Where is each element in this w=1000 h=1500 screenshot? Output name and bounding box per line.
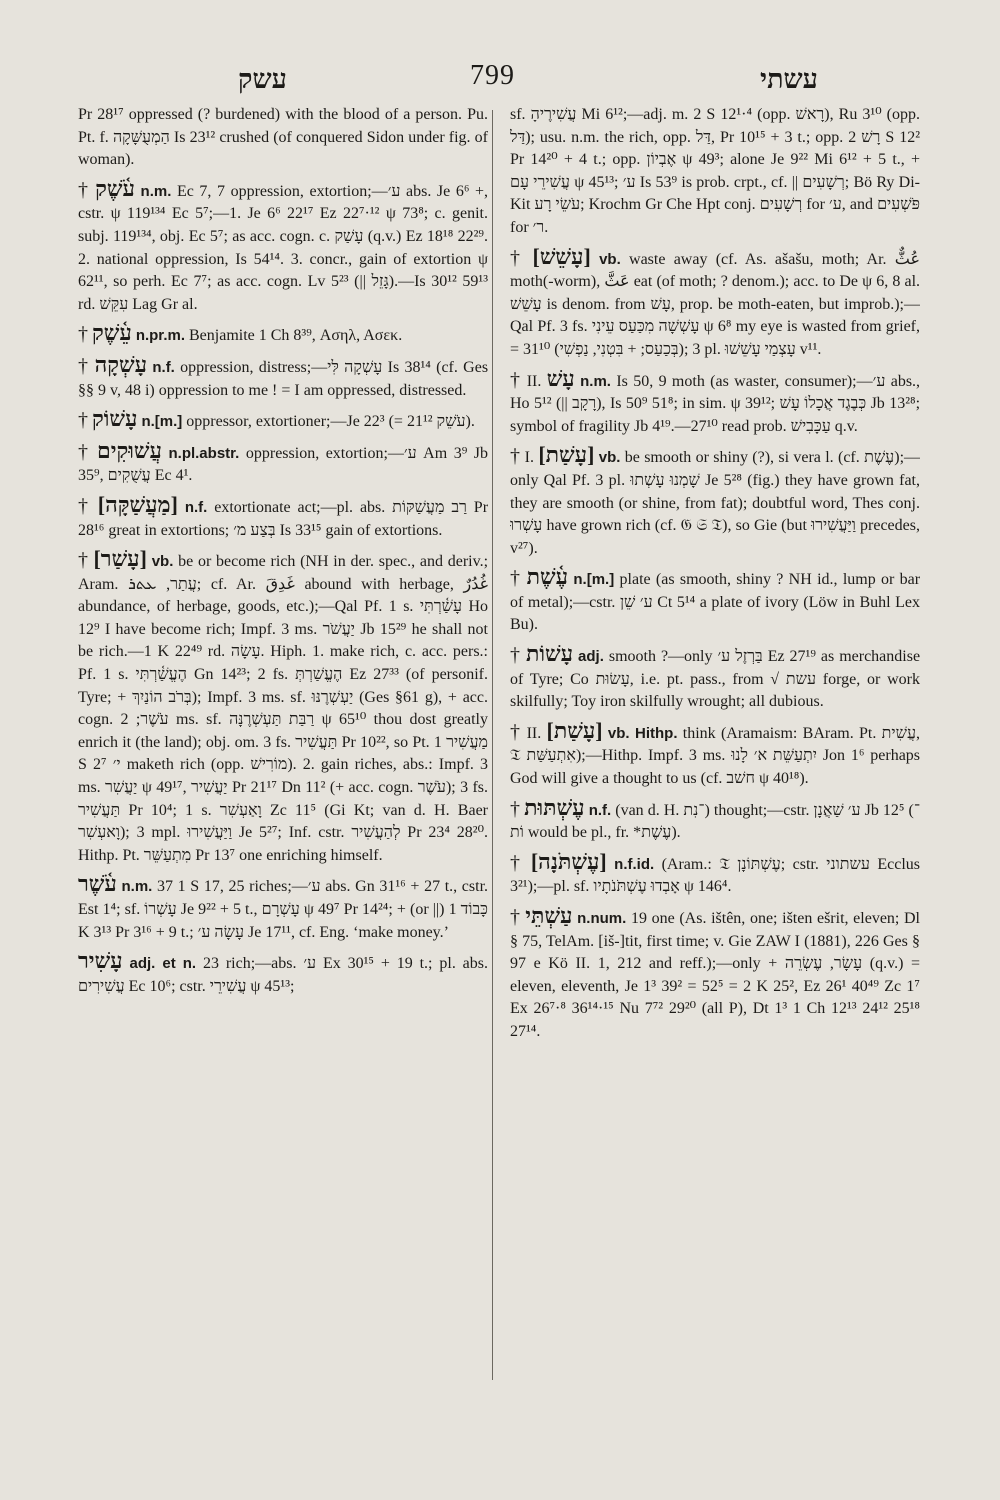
entry-dagger: † — [510, 445, 521, 468]
entry-text: extortionate act;—pl. abs. רַב מַעֲשַׁקּוֹת Pr 28¹⁶ great in extortions; בְּצַע מ׳ Is 33¹⁵ gain of extortions. — [78, 498, 488, 539]
entry-headword: [עָשֵׁשׁ] — [532, 243, 591, 269]
entry-pos: n.f. — [152, 358, 175, 376]
left-column — [78, 104, 488, 1384]
right-column — [510, 104, 920, 1384]
entry-headword: [מַעֲשַׁקָּה] — [97, 491, 178, 517]
entry-headword: [עָשַׁת] — [546, 717, 603, 743]
entry-dagger: † — [78, 409, 88, 432]
entry-text: oppressor, extortioner;—Je 22³ (= עֹשֵׁק 21¹²). — [186, 413, 475, 431]
dictionary-entry — [510, 643, 920, 714]
running-head-left: עשק — [238, 64, 287, 94]
entry-text: be smooth or shiny (?), si vera l. (cf. עֶשֶׁת);—only Qal Pf. 3 pl. שָׁמְנוּ עָשְׁתוּ Je 5²⁸ (fig.) they have grown fat, they are smooth (or shine, from fat); doubtful word, Thes conj. עָשְׁרוּ have grown rich (cf. 𝔊 𝔖 𝔗), so Gie (but וַיַּעֲשִׁירוּ precedes, v²⁷). — [510, 449, 920, 557]
entry-text: 23 rich;—abs. ע׳ Ex 30¹⁵ + 19 t.; pl. abs. עֲשִׁירִים Ec 10⁶; cstr. עֲשִׁירֵי ψ 45¹³; — [78, 955, 488, 995]
entry-headword: עֶשְׁתּוּת — [524, 794, 585, 820]
entry-dagger: † — [510, 906, 521, 928]
entry-text: Ec 7, 7 oppression, extortion;—ע׳ abs. Je 6⁶ +, cstr. ψ 119¹³⁴ Ec 5⁷;—1. Je 6⁶ 22¹⁷ Ez 22⁷·¹² ψ 73⁸; c. genit. subj. 119¹³⁴, obj. Ec 5⁷; as acc. cogn. c. עָשַׁק (q.v.) Ez 18¹⁸ 22²⁹. 2. national oppression, Is 54¹⁴. 3. concr., gain of extortion ψ 62¹¹, so perh. Ec 7⁷; as acc. cogn. Lv 5²³ (|| גָּזֵל).—Is 30¹² 59¹³ rd. עִקֵּשׁ Lag Gr al. — [78, 182, 488, 313]
dictionary-entry — [510, 444, 920, 560]
dictionary-entry — [78, 408, 488, 434]
dictionary-entry — [78, 104, 488, 172]
entry-pos: n.f. — [184, 498, 208, 516]
dictionary-entry — [510, 104, 920, 240]
entry-pos: vb. Hithp. — [607, 724, 678, 742]
dictionary-entry — [510, 905, 920, 1044]
entry-pos: vb. — [151, 553, 174, 571]
entry-pos: n.m. — [121, 878, 153, 896]
entry-text: sf. עֲשִׁירֶיהָ Mi 6¹²;—adj. m. 2 S 12¹·⁴ (opp. רָאשׁ), Ru 3¹⁰ (opp. דַּל); usu. n.m. the rich, opp. דַּל, Pr 10¹⁵ + 3 t.; opp. רָשׁ 2 S 12² Pr 14²⁰ + 4 t.; opp. אֶבְיוֹן ψ 49³; alone Je 9²² Mi 6¹² + 5 t., + עֲשִׁירֵי עָם ψ 45¹³; ע׳ Is 53⁹ is prob. crpt., cf. || רְשָׁעִים; Bö Ry Di-Kit עֹשֵׂי רָע; Krochm Gr Che Hpt conj. רְשָׁעִים for ע׳, and פֹּשְׁעִים for ר׳. — [510, 106, 920, 236]
entry-pos: n.[m.] — [573, 571, 615, 589]
entry-headword: עָשְׁקָה — [94, 351, 148, 377]
dictionary-entry — [510, 717, 920, 791]
entry-headword: עֹ֫שֶׁק — [95, 175, 135, 201]
entry-dagger: † — [78, 323, 88, 346]
dictionary-entry — [78, 437, 488, 488]
entry-pos: adj. — [578, 648, 604, 666]
entry-text: oppression, extortion;—ע׳ Am 3⁹ Jb 35⁹, עֲשֻׁקִים Ec 4¹. — [78, 444, 488, 485]
entry-text: plate (as smooth, shiny ? NH id., lump or bar of metal);—cstr. ע׳ שֵׁן Ct 5¹⁴ a plate of ivory (Löw in Buhl Lex Bu). — [510, 571, 920, 634]
entry-dagger: † — [78, 440, 91, 463]
entry-numeral: II. — [526, 724, 542, 742]
entry-text: smooth ?—only בַּרְזֶל ע׳ Ez 27¹⁹ as merchandise of Tyre; Co עָשׂוּת, i.e. pt. pass., from √ עשת forge, or work skilfully; Toy iron skilfully wrought; all dubious. — [510, 648, 920, 711]
entry-pos: n.m. — [580, 372, 611, 390]
entry-numeral: I. — [524, 449, 534, 467]
entry-dagger: † — [78, 494, 91, 517]
entry-pos: n.num. — [577, 910, 627, 927]
dictionary-entry — [78, 175, 488, 317]
page-number: 799 — [470, 60, 515, 91]
entry-dagger: † — [78, 549, 89, 572]
dictionary-entry — [78, 491, 488, 542]
entry-text: oppression, distress;—עָשְׁקָה לִּי Is 38¹⁴ (cf. Ges §§ 9 v, 48 i) oppression to me ! = I am oppressed, distressed. — [78, 358, 488, 399]
entry-dagger: † — [510, 246, 525, 269]
dictionary-entry — [510, 566, 920, 637]
dictionary-entry — [510, 243, 920, 362]
entry-text: be or become rich (NH in der. spec., and deriv.; Aram. עֲתַר, ܥܬܪ; cf. Ar. غَدِقَ abound with herbage, غُدُرٌ abundance, of herbage, goods, etc.);—Qal Pf. 1 s. עָשַׁ֫רְתִּי Ho 12⁹ I have become rich; Impf. 3 ms. יַעֲשֹׁר Jb 15²⁹ he shall not be rich.—1 K 22⁴⁹ rd. עָשָׂה. Hiph. 1. make rich, c. acc. pers.: Pf. 1 s. הֶעֱשַׁ֫רְתִּי Gn 14²³; 2 fs. הֶעֱשַׁרְתְּ Ez 27³³ (of personif. Tyre; + בְּרֹב הוֹנַיִךְ); Impf. 3 ms. sf. יַעְשְׁרֶנּוּ (Ges §61 g), + acc. cogn. עֹשֶׁר; 2 ms. sf. רַבַּת תַּעְשְׁרֶנָּה ψ 65¹⁰ thou dost greatly enrich it (the land); obj. om. 3 fs. תַּעֲשִׁיר Pr 10²², so Pt. מַעֲשִׁיר 1 S 2⁷ י׳ maketh rich (opp. מוֹרִישׁ). 2. gain riches, abs.: Impf. 3 ms. יַעֲשִׁר ψ 49¹⁷, יַעֲשִׁיר Pr 21¹⁷ Dn 11² (+ acc. cogn. עֹשֶׁר); 3 fs. תַּעֲשִׁיר Pr 10⁴; 1 s. וָאַעְשִׁר Zc 11⁵ (Gi Kt; van d. H. Baer וָאעְשִׁר); 3 mpl. וַיַּעֲשִׁירוּ Je 5²⁷; Inf. cstr. לְהַעֲשִׁיר Pr 23⁴ 28²⁰. Hithp. Pt. מִתְעַשֵּׁר Pr 13⁷ one enriching himself. — [78, 553, 488, 864]
entry-text: 37 1 S 17, 25 riches;—ע׳ abs. Gn 31¹⁶ + 27 t., cstr. Est 1⁴; sf. עָשְׁרוֹ Je 9²² + 5 t., עָשְׁרָם ψ 49⁷ Pr 14²⁴; + (or ||) כָּבוֹד 1 K 3¹³ Pr 3¹⁶ + 9 t.; עָשָׂה ע׳ Je 17¹¹, cf. Eng. ‘make money.’ — [78, 878, 488, 941]
entry-headword: עַשְׁתֵּי — [525, 903, 573, 928]
entry-headword: עֵ֫שֶׁק — [92, 320, 132, 346]
entry-text: (Aram.: 𝔗 עֶשְׁתּוֹנָן; cstr. עשתוני Ecclus 3²¹);—pl. sf. אָבְדוּ עֶשְׁתֹּנֹתָיו ψ 146⁴. — [510, 855, 920, 896]
entry-dagger: † — [78, 178, 90, 201]
entry-pos: n.f. — [588, 801, 612, 819]
entry-pos: n.pl.abstr. — [168, 444, 240, 462]
dictionary-entry — [78, 873, 488, 944]
entry-text: Is 50, 9 moth (as waster, consumer);—ע׳ abs., Ho 5¹² (|| רָקָב), Is 50⁹ 51⁸; in sim. ψ 39¹²; כְּבֶגֶד אֲכָלוֹ עָשׁ Jb 13²⁸; symbol of fragility Jb 4¹⁹.—27¹⁰ read prob. עַכָּבִישׁ q.v. — [510, 372, 920, 435]
dictionary-entry — [78, 548, 488, 867]
entry-dagger: † — [510, 644, 521, 667]
entry-headword: עֶ֫שֶׁת — [526, 564, 569, 590]
entry-text: 19 one (As. ištên, one; išten ešrit, eleven; Dl § 75, TelAm. [iš-]tit, first time; v. Gie ZAW I (1881), 226 Ges § 97 e Kö II. 1, 212 and reff.);—only + עָשָׂר, עֶשְׂרֵה (q.v.) = eleven, eleventh, Je 1³ 39² = 52⁵ = 2 K 25², Ez 26¹ 40⁴⁹ Zc 1⁷ Ex 26⁷·⁸ 36¹⁴·¹⁵ Nu 7⁷² 29²⁰ (all P), Dt 1³ 1 Ch 12¹³ 24¹² 25¹⁸ 27¹⁴. — [510, 910, 920, 1040]
entry-pos: n.pr.m. — [135, 327, 185, 345]
entry-headword: עָשׁוֹת — [525, 641, 574, 667]
entry-headword: עָשׁוֹק — [92, 406, 138, 432]
entry-dagger: † — [78, 354, 90, 377]
entry-dagger: † — [510, 567, 522, 590]
entry-headword: עֹ֫שֶׁר — [78, 871, 117, 897]
dictionary-entry — [510, 794, 920, 845]
entry-pos: vb. — [599, 250, 621, 268]
entry-numeral: II. — [526, 372, 542, 390]
entry-dagger: † — [510, 368, 522, 391]
entry-text: Pr 28¹⁷ oppressed (? burdened) with the blood of a person. Pu. Pt. f. הַמְעֻשָּׁקָה Is 23¹² crushed (of conquered Sidon under fig. of woman). — [78, 106, 488, 169]
entry-dagger: † — [510, 851, 524, 874]
entry-dagger: † — [510, 720, 522, 743]
entry-text: (van d. H. ־נִת) thought;—cstr. ע׳ שַׁאֲנָן Jb 12⁵ (־וֹת would be pl., fr. *עֶשֶׁת). — [510, 801, 920, 842]
entry-pos: adj. et n. — [129, 955, 197, 973]
entry-pos: n.f.id. — [614, 855, 655, 873]
entry-headword: עָשִׁיר — [78, 948, 123, 974]
entry-headword: עָשׁ — [546, 365, 575, 391]
column-divider — [492, 110, 493, 1380]
dictionary-entry — [510, 848, 920, 899]
dictionary-entry — [78, 950, 488, 998]
entry-headword: [עָשַׁת] — [538, 442, 595, 468]
entry-dagger: † — [510, 797, 521, 820]
entry-headword: [עָשַׁר] — [93, 546, 147, 572]
dictionary-entry — [78, 351, 488, 402]
entry-text: Benjamite 1 Ch 8³⁹, Ασηλ, Ασεκ. — [189, 327, 403, 345]
entry-pos: vb. — [598, 449, 621, 467]
entry-headword: [עֶשְׁתֹּנָה] — [530, 848, 607, 874]
entry-text: waste away (cf. As. ašašu, moth; Ar. عُثٌّ moth(-worm), عَثَّ eat (of moth; ? denom.); acc. to De ψ 6, 8 al. עָשֵׁשׁ is denom. from עָשׁ, prop. be moth-eaten, but improb.);—Qal Pf. 3 fs. עָשְׁשָׁה מִכַּעַס עֵינִי ψ 6⁸ my eye is wasted from grief, = 31¹⁰ (בְּכַעַס; + בִּטְנִי, נַפְשִׁי); 3 pl. עָצְמַי עָשֵׁשׁוּ v¹¹. — [510, 250, 920, 358]
entry-pos: n.m. — [140, 182, 172, 200]
entry-headword: עֲשׁוּקִים — [97, 437, 162, 463]
running-head-right: עשתי — [760, 64, 818, 94]
entry-pos: n.[m.] — [141, 413, 183, 431]
dictionary-entry — [510, 365, 920, 439]
entry-text: think (Aramaism: BAram. Pt. עֲשִׁית, 𝔗 אִתְעַשַּׁת);—Hithp. Impf. 3 ms. יִתְעַשֵּׁת א׳ לָנוּ Jon 1⁶ perhaps God will give a thought to us (cf. חשׁב ψ 40¹⁸). — [510, 724, 920, 788]
dictionary-entry — [78, 322, 488, 348]
